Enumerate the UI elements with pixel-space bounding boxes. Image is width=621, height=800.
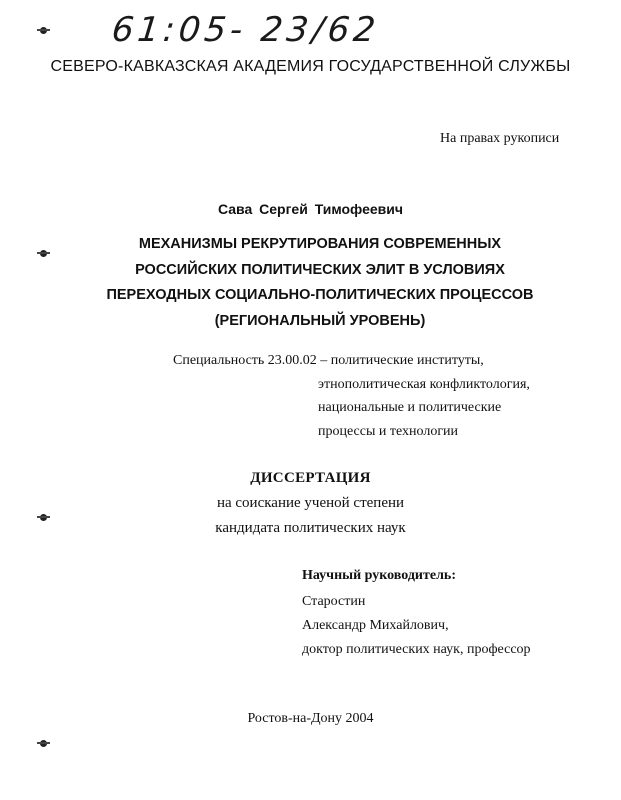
title-line: (РЕГИОНАЛЬНЫЙ УРОВЕНЬ): [214, 312, 426, 329]
dissertation-title: [60, 232, 580, 334]
supervisor-heading: Научный руководитель:: [302, 568, 456, 583]
degree-line: на соискание ученой степени: [216, 495, 405, 511]
specialty-line: процессы и технологии: [318, 424, 459, 439]
punch-hole-mark: [40, 740, 47, 747]
specialty-line: национальные и политические: [318, 400, 502, 415]
specialty-line: этнополитическая конфликтология,: [318, 377, 530, 392]
author-name: Сава Сергей Тимофеевич: [217, 201, 404, 217]
punch-hole-mark: [40, 27, 47, 34]
punch-hole-mark: [40, 514, 47, 521]
supervisor-line: Александр Михайлович,: [302, 618, 449, 633]
title-line: ПЕРЕХОДНЫХ СОЦИАЛЬНО-ПОЛИТИЧЕСКИХ ПРОЦЕССОВ: [106, 287, 534, 303]
city-year: Ростов-на-Дону 2004: [247, 711, 374, 726]
degree-line: кандидата политических наук: [215, 520, 406, 536]
handwritten-catalog-number: 61:05- 23/62: [109, 10, 382, 50]
title-line: РОССИЙСКИХ ПОЛИТИЧЕСКИХ ЭЛИТ В УСЛОВИЯХ: [135, 261, 505, 278]
specialty-label: Специальность 23.00.02 – политические институты,: [173, 353, 484, 368]
title-line: МЕХАНИЗМЫ РЕКРУТИРОВАНИЯ СОВРЕМЕННЫХ: [138, 236, 502, 252]
supervisor-line: доктор политических наук, профессор: [302, 642, 531, 657]
supervisor-line: Старостин: [302, 594, 366, 609]
rights-note: На правах рукописи: [440, 131, 560, 146]
institution-name: СЕВЕРО-КАВКАЗСКАЯ АКАДЕМИЯ ГОСУДАРСТВЕННОЙ СЛУЖБЫ: [50, 58, 571, 75]
punch-hole-mark: [40, 250, 47, 257]
dissertation-heading: ДИССЕРТАЦИЯ: [250, 470, 371, 486]
